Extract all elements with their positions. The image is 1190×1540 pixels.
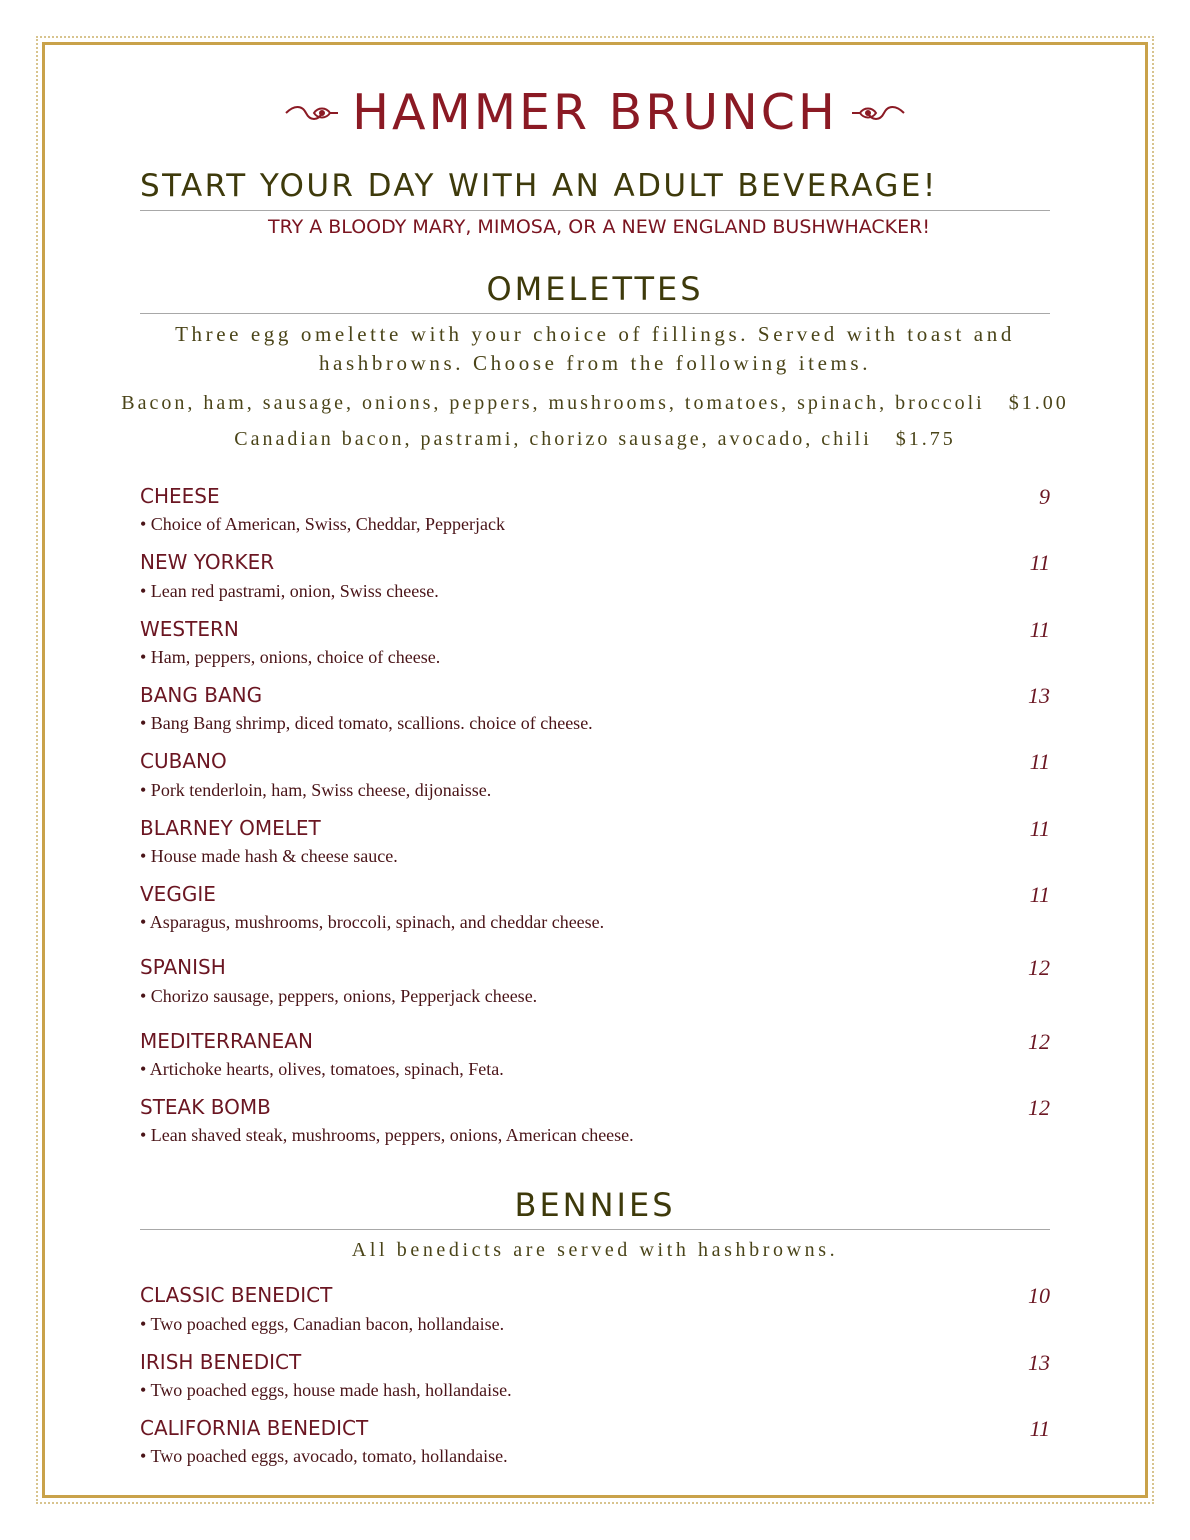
menu-item-price: 10: [1028, 1283, 1050, 1308]
promo-subline: TRY A BLOODY MARY, MIMOSA, OR A NEW ENGLAND BUSHWHACKER!: [268, 216, 930, 238]
menu-item-desc: • Choice of American, Swiss, Cheddar, Pepperjack: [140, 514, 505, 534]
fillings-line-2: [0, 425, 1190, 454]
menu-item-price: 13: [1028, 1350, 1050, 1375]
omelettes-description-line1: Three egg omelette with your choice of fillings. Served with toast and: [175, 322, 1015, 346]
menu-item-name: CLASSIC BENEDICT: [140, 1283, 333, 1307]
bennies-heading: BENNIES: [514, 1186, 676, 1224]
menu-item-desc: • Artichoke hearts, olives, tomatoes, spinach, Feta.: [140, 1059, 504, 1079]
menu-item-price: 9: [1039, 484, 1050, 509]
menu-item-desc: • Two poached eggs, avocado, tomato, hollandaise.: [140, 1446, 508, 1466]
fillings-1-price: $1.00: [1008, 392, 1069, 414]
menu-item-name: BANG BANG: [140, 683, 263, 707]
menu-item-name: STEAK BOMB: [140, 1095, 271, 1119]
menu-item-price: 11: [1029, 816, 1050, 841]
promo-rule: [140, 210, 1050, 211]
left-flourish-icon: [284, 101, 340, 125]
menu-item-desc: • Pork tenderloin, ham, Swiss cheese, dijonaisse.: [140, 780, 492, 800]
fillings-line-1: [0, 389, 1190, 418]
menu-item-price: 11: [1029, 550, 1050, 575]
menu-item-name: BLARNEY OMELET: [140, 816, 321, 840]
menu-item-name: CHEESE: [140, 484, 220, 508]
menu-item-name: NEW YORKER: [140, 550, 275, 574]
menu-item-desc: • Ham, peppers, onions, choice of cheese.: [140, 647, 441, 667]
omelettes-rule: [140, 313, 1050, 314]
fillings-1-text: Bacon, ham, sausage, onions, peppers, mushrooms, tomatoes, spinach, broccoli: [121, 392, 985, 414]
menu-item-name: MEDITERRANEAN: [140, 1029, 313, 1053]
bennies-rule: [140, 1229, 1050, 1230]
menu-item-price: 12: [1028, 955, 1050, 980]
omelettes-description-line2: hashbrowns. Choose from the following items.: [318, 351, 872, 375]
menu-item-price: 12: [1028, 1095, 1050, 1120]
menu-item-price: 13: [1028, 683, 1050, 708]
menu-item-desc: • Asparagus, mushrooms, broccoli, spinach, and cheddar cheese.: [140, 912, 605, 932]
menu-item-price: 11: [1029, 1416, 1050, 1441]
menu-item-desc: • Two poached eggs, Canadian bacon, hollandaise.: [140, 1314, 505, 1334]
right-flourish-icon: [850, 101, 906, 125]
menu-item-name: SPANISH: [140, 955, 226, 979]
menu-item-desc: • Chorizo sausage, peppers, onions, Pepperjack cheese.: [140, 986, 538, 1006]
menu-item-desc: • Bang Bang shrimp, diced tomato, scallions. choice of cheese.: [140, 713, 593, 733]
menu-item-desc: • House made hash & cheese sauce.: [140, 846, 398, 866]
menu-item-price: 11: [1029, 882, 1050, 907]
fillings-2-text: Canadian bacon, pastrami, chorizo sausage, avocado, chili: [234, 428, 872, 450]
menu-item-desc: • Lean red pastrami, onion, Swiss cheese.: [140, 581, 439, 601]
menu-item-desc: • Lean shaved steak, mushrooms, peppers, onions, American cheese.: [140, 1125, 634, 1145]
promo-heading: START YOUR DAY WITH AN ADULT BEVERAGE!: [140, 168, 938, 204]
menu-item-name: IRISH BENEDICT: [140, 1350, 302, 1374]
menu-item-name: CALIFORNIA BENEDICT: [140, 1416, 369, 1440]
menu-item-price: 11: [1029, 749, 1050, 774]
menu-item-name: CUBANO: [140, 749, 227, 773]
menu-item-desc: • Two poached eggs, house made hash, hollandaise.: [140, 1380, 512, 1400]
fillings-2-price: $1.75: [895, 428, 956, 450]
bennies-description: All benedicts are served with hashbrowns.: [351, 1239, 839, 1261]
menu-item-price: 11: [1029, 617, 1050, 642]
title-row: [0, 84, 1190, 141]
menu-item-name: VEGGIE: [140, 882, 216, 906]
omelettes-heading: OMELETTES: [486, 270, 704, 308]
menu-item-name: WESTERN: [140, 617, 239, 641]
page-title: HAMMER BRUNCH: [352, 84, 838, 141]
menu-item-price: 12: [1028, 1029, 1050, 1054]
